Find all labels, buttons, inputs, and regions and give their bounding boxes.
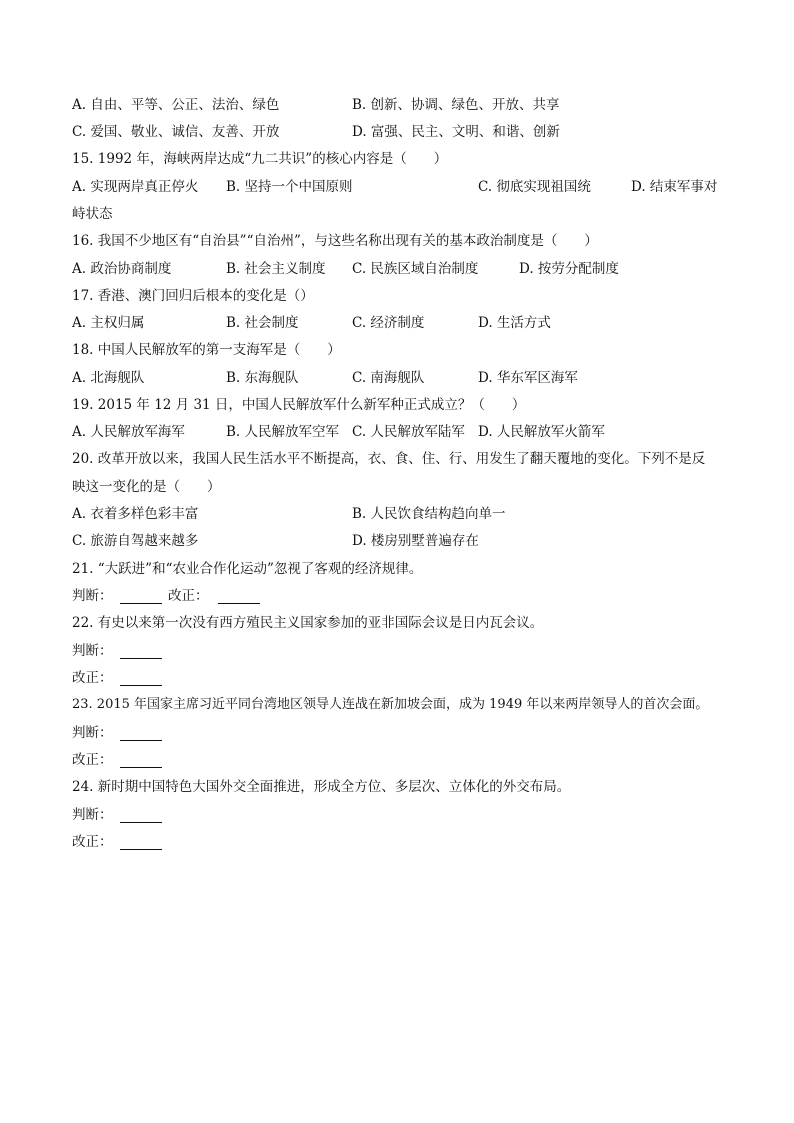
q19-option-d: D. 人民解放军火箭军 [478, 424, 605, 440]
q18-option-c: C. 南海舰队 [352, 370, 425, 386]
q20-option-c: C. 旅游自驾越来越多 [72, 533, 199, 549]
q23-fix-blank[interactable] [120, 753, 162, 768]
q18-option-a: A. 北海舰队 [72, 370, 145, 386]
q24-judge-label: 判断： [72, 807, 113, 823]
q22-judge-label: 判断： [72, 643, 113, 659]
q23-judge-blank[interactable] [120, 726, 162, 741]
q19-option-c: C. 人民解放军陆军 [352, 424, 465, 440]
q23-stem: 23. 2015 年国家主席习近平同台湾地区领导人连战在新加坡会面，成为 1949 年以来两岸领导人的首次会面。 [72, 697, 709, 712]
q23-fix-label: 改正： [72, 752, 113, 768]
q19-option-a: A. 人民解放军海军 [72, 424, 185, 440]
q21-judge-blank[interactable] [120, 589, 162, 604]
q24-fix-blank[interactable] [120, 835, 162, 850]
q22-stem: 22. 有史以来第一次没有西方殖民主义国家参加的亚非国际会议是日内瓦会议。 [72, 615, 544, 631]
q24-judge-blank[interactable] [120, 808, 162, 823]
q18-stem: 18. 中国人民解放军的第一支海军是（ ） [72, 342, 341, 358]
q17-option-c: C. 经济制度 [352, 315, 425, 331]
q22-fix-label: 改正： [72, 670, 113, 686]
q20-stem-line-1: 20. 改革开放以来，我国人民生活水平不断提高，衣、食、住、行、用发生了翻天覆地的变化。下列不是反 [72, 451, 706, 467]
q15-option-b: B. 坚持一个中国原则 [226, 179, 353, 195]
q15-option-d: D. 结束军事对 [631, 179, 718, 195]
q24-stem: 24. 新时期中国特色大国外交全面推进，形成全方位、多层次、立体化的外交布局。 [72, 779, 571, 795]
q16-option-c: C. 民族区域自治制度 [352, 261, 479, 277]
q21-judge-label: 判断： [72, 588, 113, 604]
q17-option-b: B. 社会制度 [226, 315, 299, 331]
q15-option-d-continued: 峙状态 [72, 206, 113, 222]
q20-option-d: D. 楼房别墅普遍存在 [352, 533, 479, 549]
q18-option-d: D. 华东军区海军 [478, 370, 578, 386]
q20-stem-line-2: 映这一变化的是（ ） [72, 479, 221, 495]
q21-fix-label: 改正： [168, 588, 209, 604]
q19-stem: 19. 2015 年 12 月 31 日，中国人民解放军什么新军种正式成立？（ ） [72, 397, 526, 413]
q16-stem: 16. 我国不少地区有“自治县”“自治州”，与这些名称出现有关的基本政治制度是（ ） [72, 233, 598, 249]
q22-fix-blank[interactable] [120, 671, 162, 686]
q24-fix-label: 改正： [72, 834, 113, 850]
q17-stem: 17. 香港、澳门回归后根本的变化是（） [72, 288, 314, 304]
q14-option-a: A. 自由、平等、公正、法治、绿色 [72, 97, 280, 113]
q15-stem: 15. 1992 年，海峡两岸达成“九二共识”的核心内容是（ ） [72, 151, 448, 167]
q16-option-b: B. 社会主义制度 [226, 261, 326, 277]
q21-fix-blank[interactable] [218, 589, 260, 604]
q16-option-a: A. 政治协商制度 [72, 261, 172, 277]
q17-option-a: A. 主权归属 [72, 315, 145, 331]
q16-option-d: D. 按劳分配制度 [519, 261, 619, 277]
q14-option-d: D. 富强、民主、文明、和谐、创新 [352, 124, 560, 140]
q21-stem: 21. “大跃进”和“农业合作化运动”忽视了客观的经济规律。 [72, 561, 423, 577]
q18-option-b: B. 东海舰队 [226, 370, 299, 386]
q14-option-c: C. 爱国、敬业、诚信、友善、开放 [72, 124, 280, 140]
q15-option-a: A. 实现两岸真正停火 [72, 179, 199, 195]
q20-option-a: A. 衣着多样色彩丰富 [72, 506, 199, 522]
q14-option-b: B. 创新、协调、绿色、开放、共享 [352, 97, 560, 113]
q22-judge-blank[interactable] [120, 644, 162, 659]
q17-option-d: D. 生活方式 [478, 315, 551, 331]
q20-option-b: B. 人民饮食结构趋向单一 [352, 506, 506, 522]
q23-judge-label: 判断： [72, 725, 113, 741]
q15-option-c: C. 彻底实现祖国统 [478, 179, 591, 195]
q19-option-b: B. 人民解放军空军 [226, 424, 340, 440]
